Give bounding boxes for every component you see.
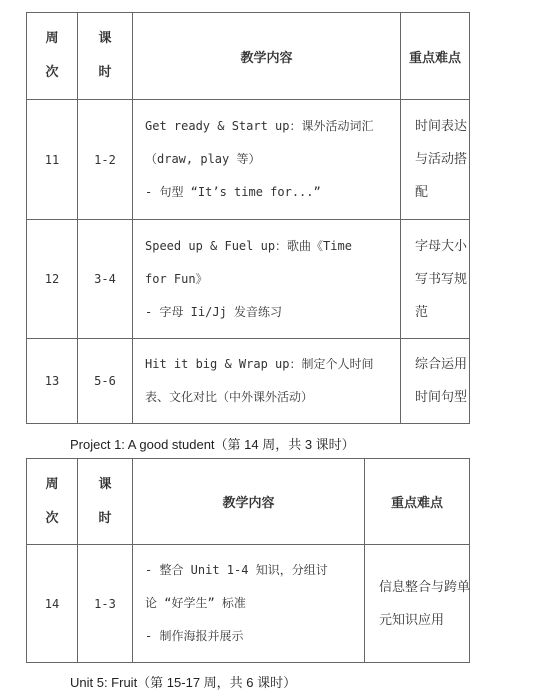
table-row xyxy=(27,220,470,339)
key-points-header: 重点难点 xyxy=(365,459,470,545)
week-header-line-2: 次 xyxy=(45,510,59,526)
content-line: - 整合 Unit 1-4 知识，分组讨 xyxy=(145,563,328,577)
period-cell: 5-6 xyxy=(78,339,133,424)
content-line: Hit it big & Wrap up：制定个人时间 xyxy=(145,357,374,371)
week-cell: 14 xyxy=(27,545,78,663)
project-caption: Project 1: A good student（第 14 周，共 3 课时） xyxy=(70,437,355,452)
table-row xyxy=(27,339,470,424)
content-line: - 制作海报并展示 xyxy=(145,629,244,643)
content-cell xyxy=(133,100,401,220)
key-line: 时间表达 xyxy=(415,119,468,134)
key-line: 写书写规 xyxy=(415,271,468,287)
key-line: 时间句型 xyxy=(415,390,468,405)
content-cell xyxy=(133,220,401,339)
key-line: 元知识应用 xyxy=(379,612,445,628)
unit-caption: Unit 5: Fruit（第 15-17 周，共 6 课时） xyxy=(70,675,297,690)
content-header: 教学内容 xyxy=(133,459,365,545)
schedule-table-1 xyxy=(26,12,470,424)
table-row xyxy=(27,545,470,663)
period-header-line-2: 时 xyxy=(98,65,112,80)
content-line: Speed up & Fuel up：歌曲《Time xyxy=(145,238,352,253)
week-header-line-2: 次 xyxy=(45,65,59,80)
content-line: - 字母 Ii/Jj 发音练习 xyxy=(145,304,283,319)
week-header xyxy=(27,13,78,100)
period-header-line-2: 时 xyxy=(98,510,112,526)
table-row xyxy=(27,100,470,220)
key-points-cell xyxy=(401,220,470,339)
week-header xyxy=(27,459,78,545)
period-cell: 1-3 xyxy=(78,545,133,663)
key-line: 配 xyxy=(415,185,429,200)
content-header: 教学内容 xyxy=(133,13,401,100)
period-cell: 3-4 xyxy=(78,220,133,339)
week-header-line-1: 周 xyxy=(45,31,59,46)
week-cell: 12 xyxy=(27,220,78,339)
table-header-row xyxy=(27,459,470,545)
content-line: 论 “好学生” 标准 xyxy=(145,596,246,610)
period-header-line-1: 课 xyxy=(98,31,112,46)
schedule-table-2 xyxy=(26,458,470,663)
week-cell: 11 xyxy=(27,100,78,220)
table-header-row xyxy=(27,13,470,100)
key-line: 字母大小 xyxy=(415,238,468,254)
period-header-line-1: 课 xyxy=(98,476,112,492)
key-points-cell xyxy=(365,545,470,663)
key-points-cell xyxy=(401,339,470,424)
content-line: - 句型 “It’s time for...” xyxy=(145,185,321,199)
content-cell xyxy=(133,545,365,663)
content-cell xyxy=(133,339,401,424)
content-line: for Fun》 xyxy=(145,271,208,286)
period-cell: 1-2 xyxy=(78,100,133,220)
key-line: 与活动搭 xyxy=(415,152,468,167)
content-line: Get ready & Start up：课外活动词汇 xyxy=(145,119,374,133)
key-points-cell xyxy=(401,100,470,220)
content-line: （draw, play 等） xyxy=(145,152,261,166)
key-line: 范 xyxy=(415,304,429,320)
week-header-line-1: 周 xyxy=(45,476,59,492)
key-line: 综合运用 xyxy=(415,357,468,372)
week-cell: 13 xyxy=(27,339,78,424)
period-header xyxy=(78,459,133,545)
period-header xyxy=(78,13,133,100)
key-line: 信息整合与跨单 xyxy=(379,579,471,595)
key-points-header: 重点难点 xyxy=(401,13,470,100)
content-line: 表、文化对比（中外课外活动） xyxy=(145,390,314,404)
